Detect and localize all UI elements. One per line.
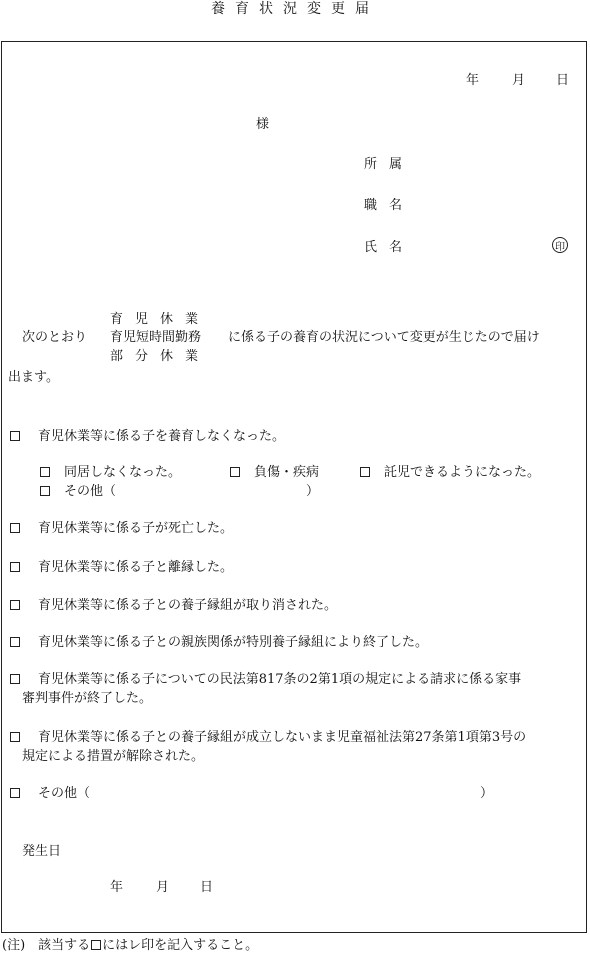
checkbox[interactable] [10,562,20,572]
item-other: その他（ [10,787,90,800]
sub-item-other: その他（ [40,485,116,498]
checkbox[interactable] [10,732,20,742]
item-family-court-cont: 審判事件が終了した。 [22,691,153,706]
item-kinship-ended: 育児休業等に係る子との親族関係が特別養子縁組により終了した。 [10,636,428,649]
seal-mark: 印 [552,237,568,253]
addressee-suffix: 様 [256,117,270,132]
item-welfare: 育児休業等に係る子との養子縁組が成立しないまま児童福祉法第27条第1項第3号の [10,731,526,744]
sub-item-injury: 負傷・疾病 [230,466,319,479]
date-year: 年 [466,73,480,88]
date-month: 月 [512,73,526,88]
item-adoption-cancelled: 育児休業等に係る子との養子縁組が取り消された。 [10,599,337,612]
intro-continuation: 出ます。 [8,370,59,385]
position-label: 職名 [364,198,415,213]
sub-item-cohabit: 同居しなくなった。 [40,466,181,479]
occurrence-year: 年 [110,880,124,895]
intro-suffix: に係る子の養育の状況について変更が生じたので届け [228,330,540,345]
affiliation-label: 所属 [364,157,415,172]
checkbox[interactable] [10,600,20,610]
checkbox[interactable] [360,467,370,477]
checkbox[interactable] [10,674,20,684]
checkbox[interactable] [230,467,240,477]
checkbox-symbol [91,940,101,950]
date-day: 日 [556,73,570,88]
item-died: 育児休業等に係る子が死亡した。 [10,522,233,535]
occurrence-label: 発生日 [22,844,62,859]
checkbox[interactable] [40,467,50,477]
intro-option-short-hours: 育児短時間勤務 [110,330,202,345]
item-dissolved: 育児休業等に係る子と離縁した。 [10,561,233,574]
footnote: (注) 該当する にはレ印を記入すること。 [2,938,259,953]
intro-prefix: 次のとおり [22,330,88,345]
item-other-close: ） [480,786,494,801]
checkbox[interactable] [10,431,20,441]
sub-item-entrust: 託児できるようになった。 [360,466,540,479]
intro-option-childcare-leave: 育児休業 [110,312,211,327]
item-welfare-cont: 規定による措置が解除された。 [22,749,205,764]
item-family-court: 育児休業等に係る子についての民法第817条の2第1項の規定による請求に係る家事 [10,673,521,686]
sub-item-other-close: ） [306,484,320,499]
checkbox[interactable] [10,788,20,798]
item-not-raising: 育児休業等に係る子を養育しなくなった。 [10,430,285,443]
occurrence-day: 日 [200,880,214,895]
occurrence-month: 月 [156,880,170,895]
form-title: 養育状況変更届 [211,1,379,17]
checkbox[interactable] [40,486,50,496]
intro-option-partial-leave: 部分休業 [110,349,211,364]
checkbox[interactable] [10,523,20,533]
checkbox[interactable] [10,637,20,647]
name-label: 氏名 [364,240,415,255]
